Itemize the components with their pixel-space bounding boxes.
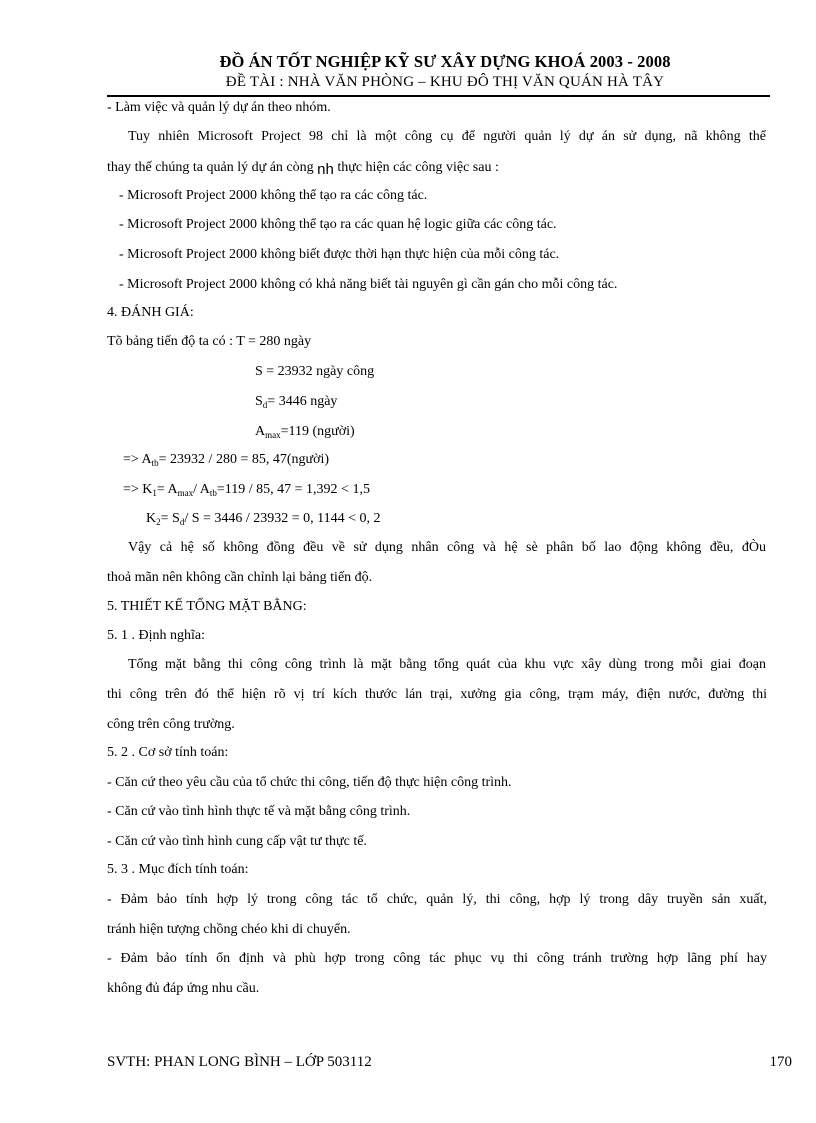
header-subtitle: ĐỀ TÀI : NHÀ VĂN PHÒNG – KHU ĐÔ THỊ VĂN QUÁN HÀ TÂY (225, 74, 665, 90)
calc-line: $A_{max}=119$ (người) (255, 424, 355, 440)
list-item: - Microsoft Project 2000 không thể tạo ra các công tác. (119, 188, 428, 203)
list-item: - Microsoft Project 2000 không thể tạo ra các quan hệ logic giữa các công tác. (119, 217, 557, 232)
paragraph-line: thoả mãn nên không cần chỉnh lại bảng tiến độ. (107, 570, 373, 585)
paragraph-line: Tuy nhiên Microsoft Project 98 chỉ là một công cụ để người quản lý dự án sử dụng, nã không thể (128, 129, 766, 144)
list-item: - Căn cứ vào tình hình cung cấp vật tư thực tế. (107, 834, 367, 849)
list-item: - Căn cứ vào tình hình thực tế và mặt bằng công trình. (107, 804, 411, 819)
calc-line: => $K_1= A_{max}/$ $A_{tb}=119 / 85$, 47 = 1,392 < 1,5 (123, 482, 370, 498)
page-number: 170 (769, 1054, 792, 1070)
subsection-heading: 5. 1 . Định nghĩa: (107, 628, 205, 643)
paragraph-line: - Đảm bảo tính ổn định và phù hợp trong công tác phục vụ thi công tránh trường hợp lãng phí hay (107, 951, 767, 966)
calc-line: $S_d= 3446$ ngày (255, 394, 338, 410)
paragraph-line: công trên công trường. (107, 717, 235, 732)
list-item: - Căn cứ theo yêu cầu của tổ chức thi công, tiến độ thực hiện công trình. (107, 775, 512, 790)
paragraph-line: - Đảm bảo tính hợp lý trong công tác tổ chức, quản lý, thi công, hợp lý trong dây truyền sản xuất, (107, 892, 767, 907)
calc-line: $K_2= S_d/$ S = 3446 / 23932 = 0, 1144 < 0, 2 (146, 511, 381, 527)
footer-author: SVTH: PHAN LONG BÌNH – LỚP 503112 (107, 1054, 372, 1070)
calc-line: Tõ bảng tiến độ ta có : T = 280 ngày (107, 334, 312, 349)
calc-line: => $A_{tb}= 23932 / 280 = 85$, 47(người) (123, 452, 330, 468)
paragraph-line: thi công trên đó thể hiện rõ vị trí kích thước lán trại, xưởng gia công, trạm máy, điện nước, đường thi (107, 687, 767, 702)
paragraph-line: thay thế chúng ta quản lý dự án còng nh thực hiện các công việc sau : (107, 160, 499, 178)
paragraph-line: Tổng mặt bằng thi công công trình là mặt bằng tổng quát của khu vực xây dùng trong mỗi giai đoạn (128, 657, 766, 672)
calc-line: S = 23932 ngày công (255, 364, 375, 379)
section-heading: 5. THIẾT KẾ TỔNG MẶT BẰNG: (107, 599, 307, 614)
subsection-heading: 5. 3 . Mục đích tính toán: (107, 862, 249, 877)
header-title: ĐỒ ÁN TỐT NGHIỆP KỸ SƯ XÂY DỰNG KHOÁ 2003 - 2008 (219, 52, 671, 71)
paragraph-line: Vậy cả hệ số không đồng đều về sử dụng nhân công và hệ sè phân bố lao động không đều, đÒu (128, 540, 766, 555)
list-item: - Microsoft Project 2000 không biết được thời hạn thực hiện của mỗi công tác. (119, 247, 560, 262)
body-line: - Làm việc và quản lý dự án theo nhóm. (107, 100, 331, 115)
list-item: - Microsoft Project 2000 không có khả năng biết tài nguyên gì cần gán cho mỗi công tác. (119, 277, 618, 292)
paragraph-line: không đủ đáp ứng nhu cầu. (107, 981, 260, 996)
header-rule (107, 95, 770, 97)
paragraph-line: tránh hiện tượng chồng chéo khi di chuyển. (107, 922, 351, 937)
subsection-heading: 5. 2 . Cơ sở tính toán: (107, 745, 229, 760)
section-heading: 4. ĐÁNH GIÁ: (107, 305, 194, 320)
